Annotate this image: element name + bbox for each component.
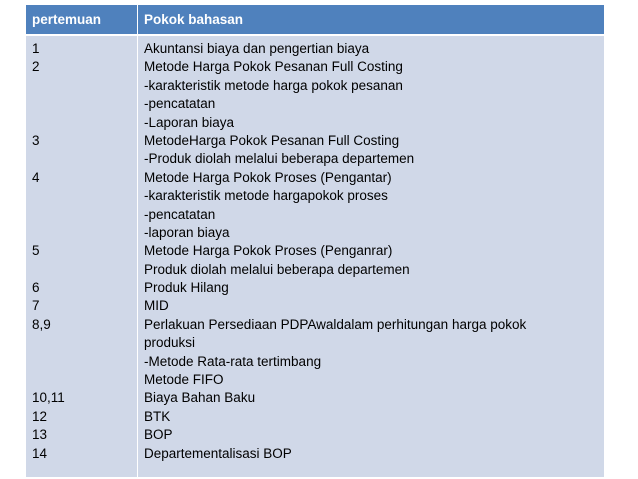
pertemuan-cell: 7 (32, 298, 40, 314)
topic-line: MID (144, 298, 169, 314)
pertemuan-cell: 14 (32, 445, 48, 461)
pertemuan-cell: 4 (32, 169, 40, 185)
pertemuan-cell (32, 353, 132, 371)
topic-line: Perlakuan Persediaan PDPAwaldalam perhitungan harga pokok (144, 316, 527, 332)
table-body (26, 36, 604, 477)
topic-line: Metode Harga Pokok Pesanan Full Costing (144, 59, 403, 75)
topic-line: Produk diolah melalui beberapa departemen (144, 261, 410, 277)
topic-line: Produk Hilang (144, 280, 229, 296)
topic-line: Metode Harga Pokok Proses (Pengantar) (144, 169, 392, 185)
topic-line: -pencatatan (144, 96, 216, 112)
topic-line: -Produk diolah melalui beberapa departemen (144, 151, 415, 167)
header-pokok-bahasan: Pokok bahasan (144, 12, 244, 27)
pertemuan-cell (32, 334, 132, 352)
topic-line: -karakteristik metode hargapokok proses (144, 188, 388, 204)
topic-line: Akuntansi biaya dan pengertian biaya (144, 41, 370, 56)
syllabus-table (26, 5, 604, 477)
topic-line: MetodeHarga Pokok Pesanan Full Costing (144, 132, 400, 148)
topic-line: -Laporan biaya (144, 114, 235, 130)
header-pertemuan: pertemuan (32, 12, 102, 27)
pertemuan-cell (32, 261, 132, 279)
pokok-bahasan-column (144, 40, 600, 463)
topic-line: Metode FIFO (144, 372, 224, 388)
topic-line: produksi (144, 335, 196, 351)
topic-line: -karakteristik metode harga pokok pesanan (144, 77, 403, 93)
pertemuan-cell: 13 (32, 427, 48, 443)
topic-line: Biaya Bahan Baku (144, 390, 256, 406)
pertemuan-cell: 6 (32, 280, 40, 296)
pertemuan-cell: 3 (32, 132, 40, 148)
pertemuan-cell: 12 (32, 408, 48, 424)
pertemuan-cell: 5 (32, 243, 40, 259)
topic-line: BOP (144, 427, 173, 443)
topic-line: Metode Harga Pokok Proses (Penganrar) (144, 243, 393, 259)
table-header (26, 5, 604, 34)
pertemuan-cell: 1 (32, 41, 40, 56)
pertemuan-cell (32, 206, 132, 224)
topic-line: Departementalisasi BOP (144, 445, 292, 461)
column-divider (137, 5, 138, 34)
topic-line: -pencatatan (144, 206, 216, 222)
pertemuan-cell (32, 150, 132, 168)
pertemuan-cell: 8,9 (32, 316, 51, 332)
pertemuan-cell (32, 187, 132, 205)
column-divider (137, 36, 138, 477)
pertemuan-column (32, 40, 132, 463)
topic-line: -laporan biaya (144, 224, 230, 240)
pertemuan-cell (32, 77, 132, 95)
pertemuan-cell (32, 224, 132, 242)
pertemuan-cell: 10,11 (32, 390, 65, 406)
pertemuan-cell: 2 (32, 59, 40, 75)
pertemuan-cell (32, 371, 132, 389)
pertemuan-cell (32, 114, 132, 132)
topic-line: -Metode Rata-rata tertimbang (144, 353, 322, 369)
topic-line: BTK (144, 408, 171, 424)
pertemuan-cell (32, 95, 132, 113)
